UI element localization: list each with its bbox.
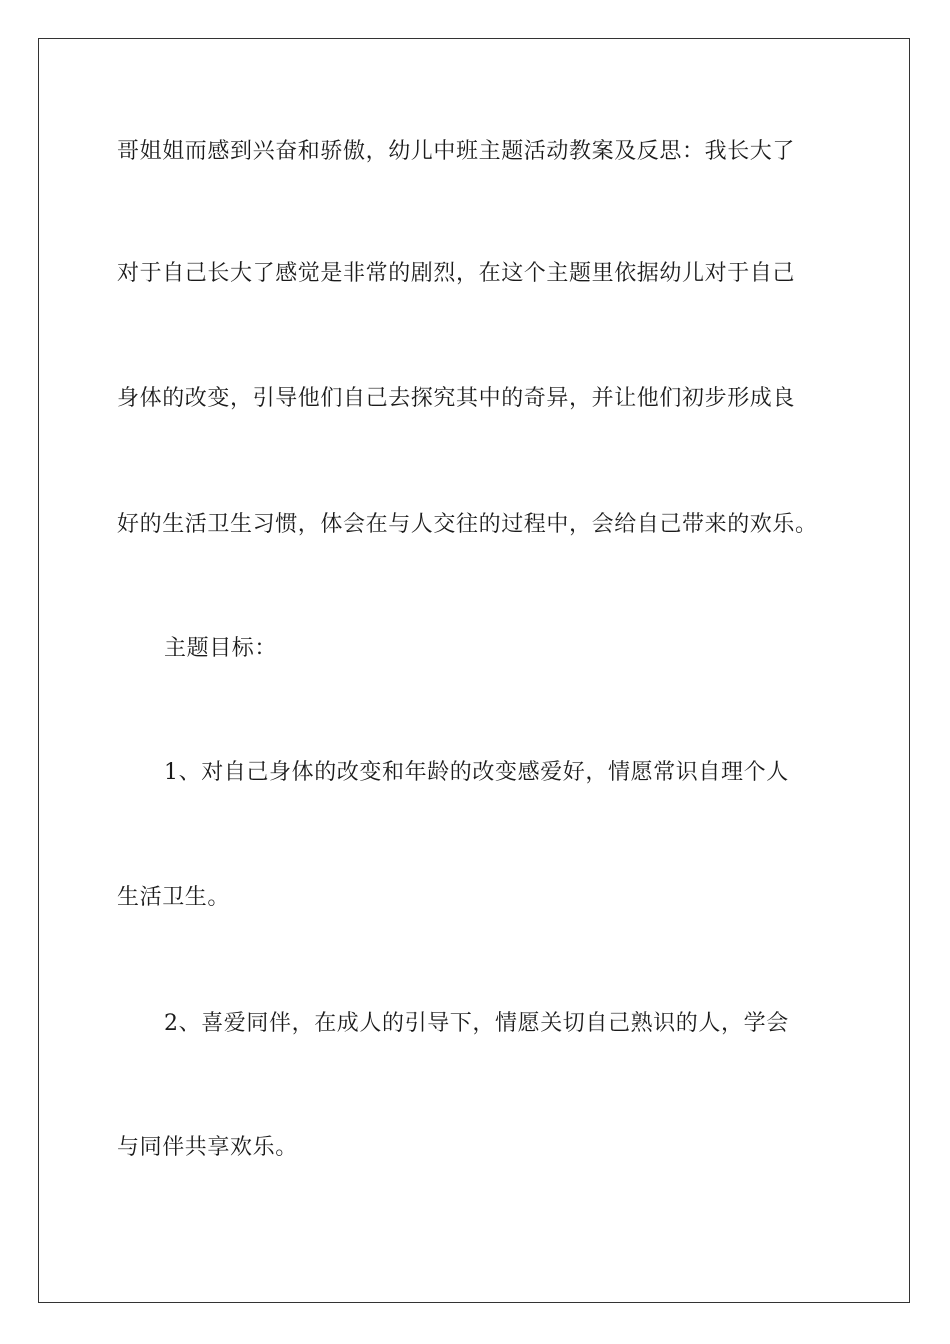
paragraph-line: 好的生活卫生习惯，体会在与人交往的过程中，会给自己带来的欢乐。 (117, 512, 818, 537)
list-item-continuation: 与同伴共享欢乐。 (117, 1135, 298, 1160)
paragraph-line: 对于自己长大了感觉是非常的剧烈，在这个主题里依据幼儿对于自己 (117, 261, 796, 286)
list-item: 1、对自己身体的改变和年龄的改变感爱好，情愿常识自理个人 (164, 760, 789, 785)
list-item-continuation: 生活卫生。 (117, 885, 231, 910)
section-heading: 主题目标： (164, 636, 278, 661)
list-item: 2、喜爱同伴，在成人的引导下，情愿关切自己熟识的人，学会 (164, 1011, 789, 1036)
paragraph-line: 身体的改变，引导他们自己去探究其中的奇异，并让他们初步形成良 (117, 386, 796, 411)
page-frame (38, 38, 910, 1303)
paragraph-line: 哥姐姐而感到兴奋和骄傲，幼儿中班主题活动教案及反思：我长大了 (117, 139, 796, 164)
